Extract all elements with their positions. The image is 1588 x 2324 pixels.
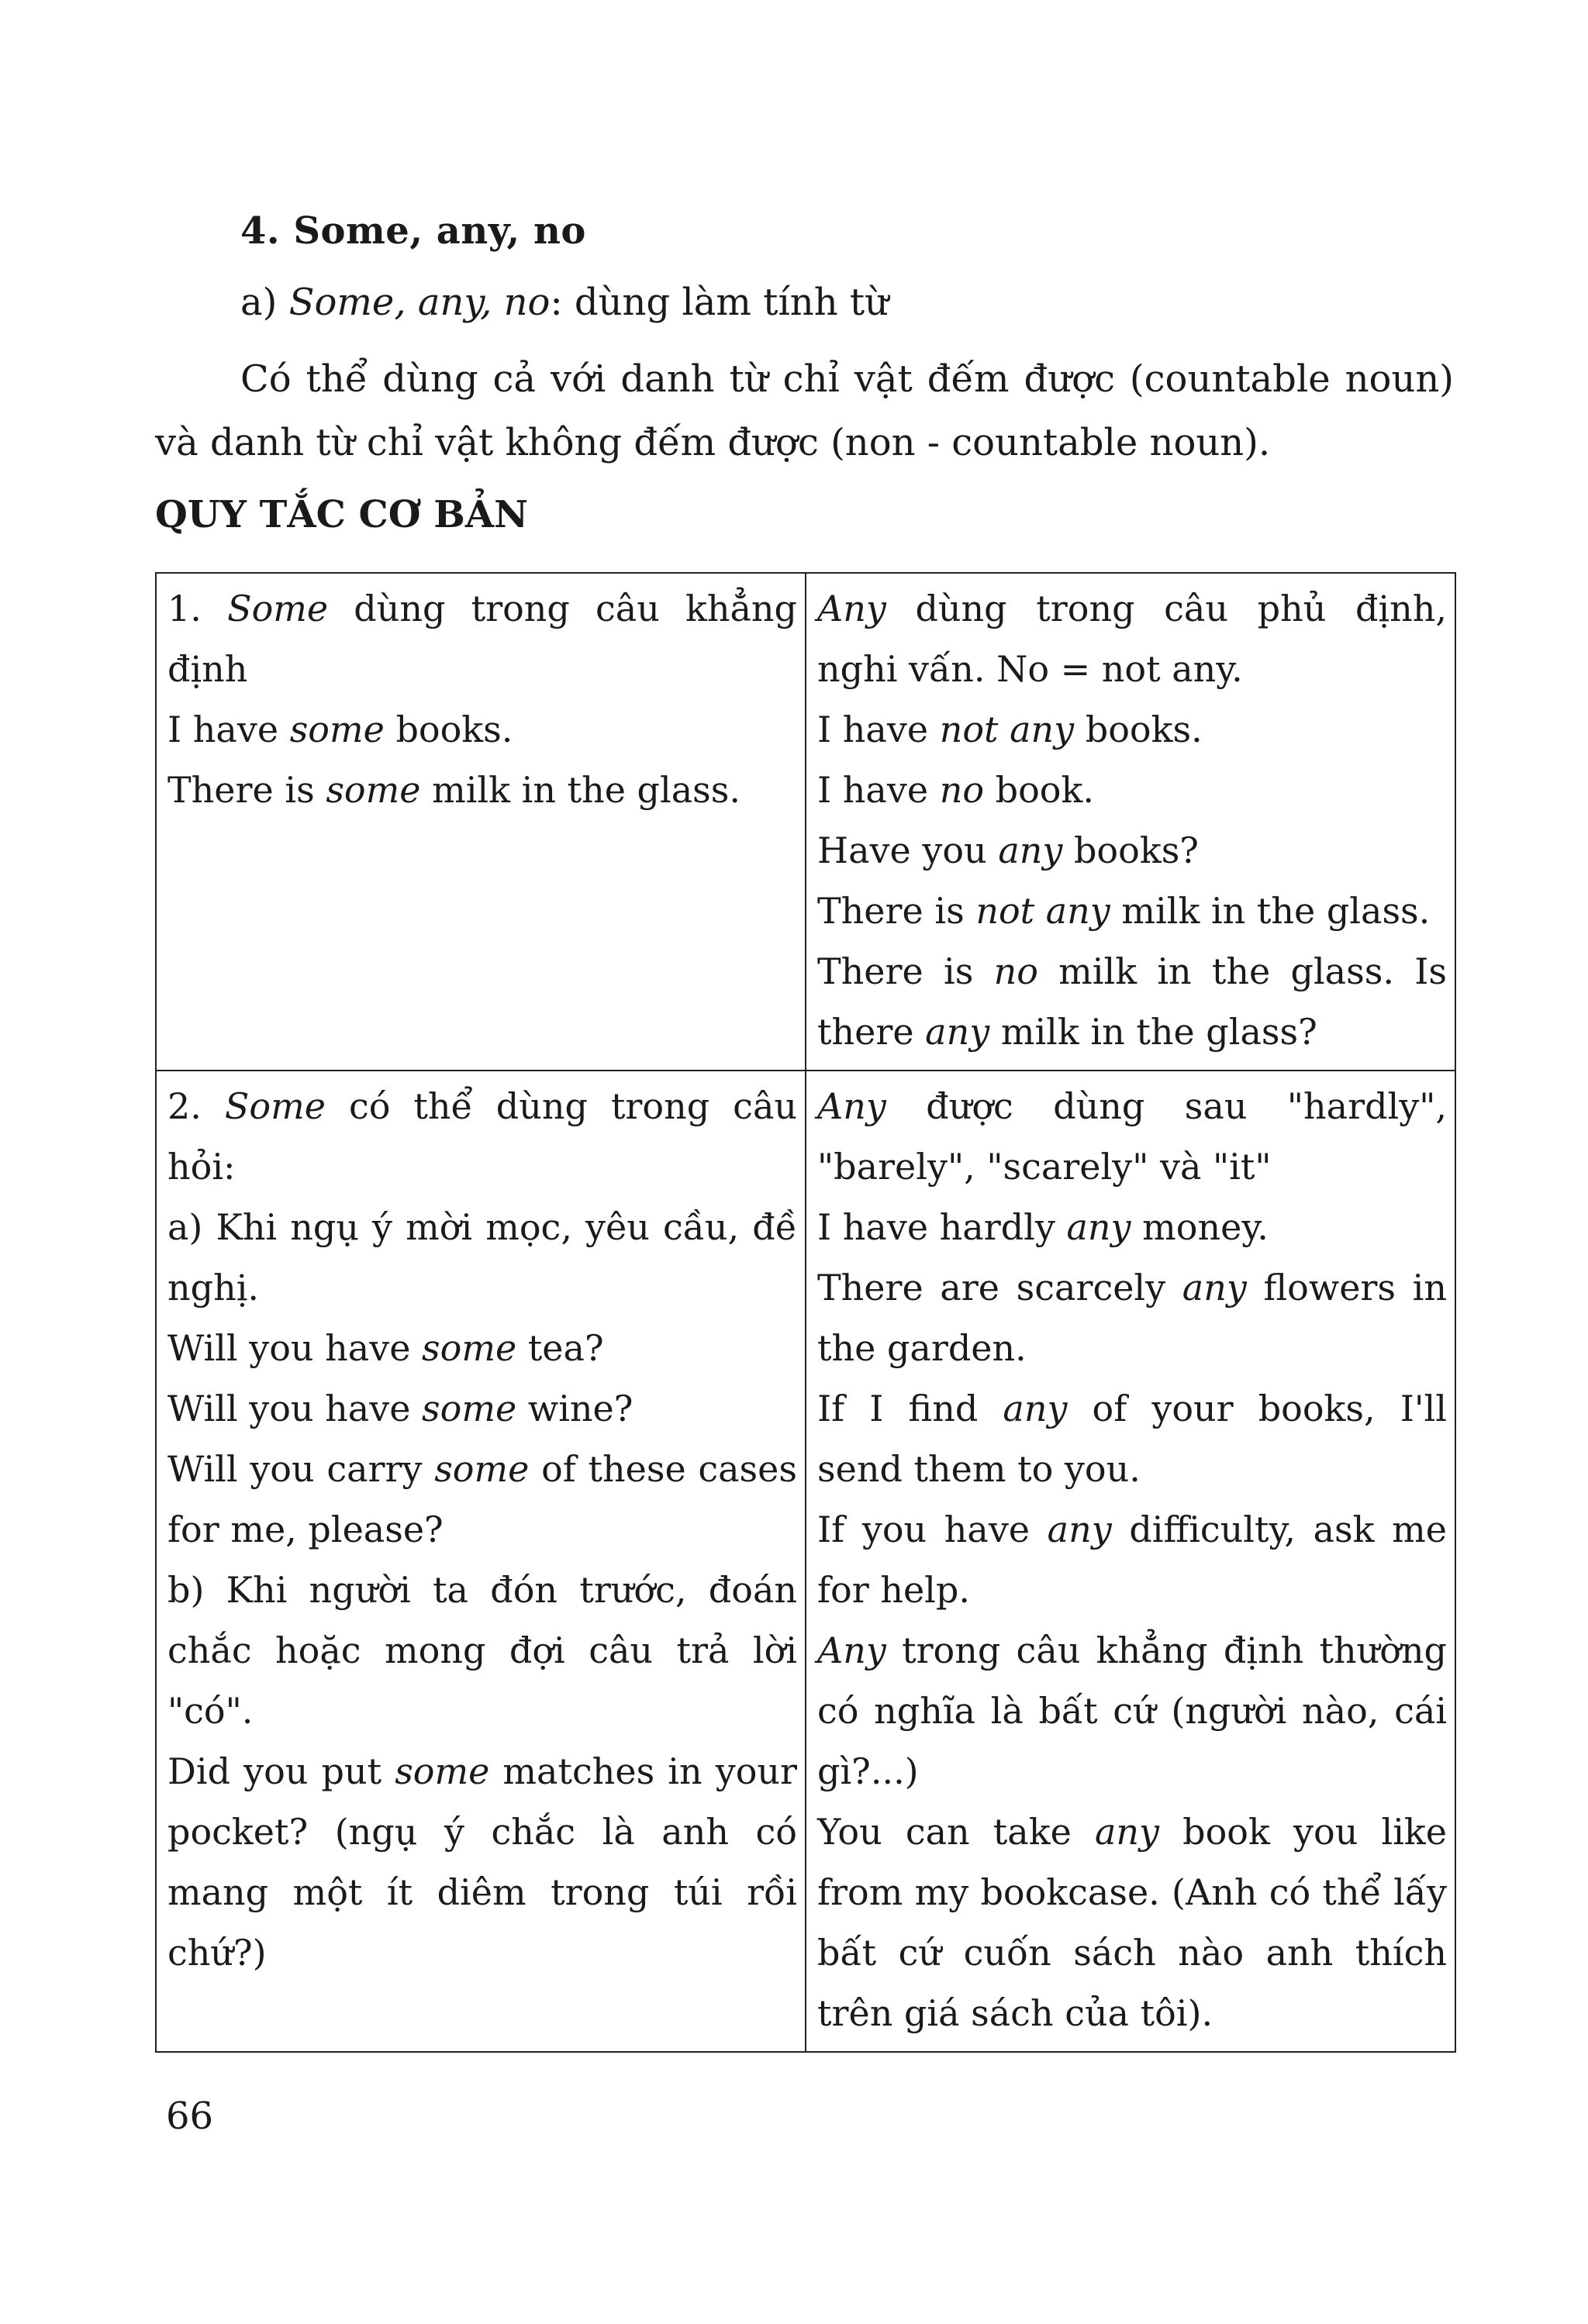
page-number: 66	[166, 2095, 214, 2138]
example-line: Did you put some matches in your pocket? (ngụ ý chắc là anh có mang một ít diêm trong túi rồi chứ?)	[167, 1750, 797, 1974]
example-line: There is not any milk in the glass.	[817, 890, 1431, 932]
example-line: Will you carry some of these cases for me, please?	[167, 1448, 797, 1550]
table-cell-right	[806, 573, 1455, 1071]
rule-any-affirmative: Any trong câu khẳng định thường có nghĩa là bất cứ (người nào, cái gì?...)	[817, 1629, 1447, 1792]
rule-2-some: 2. Some có thể dùng trong câu hỏi:	[167, 1085, 797, 1188]
example-line: You can take any book you like from my bookcase. (Anh có thể lấy bất cứ cuốn sách nào anh thích trên giá sách của tôi).	[817, 1811, 1447, 2034]
example-line: There is some milk in the glass.	[167, 769, 740, 811]
example-line: Will you have some tea?	[167, 1327, 604, 1369]
table-cell-right	[806, 1071, 1455, 2052]
example-line: I have no book.	[817, 769, 1094, 811]
rule-2-any: Any được dùng sau "hardly", "barely", "scarely" và "it"	[817, 1085, 1447, 1188]
example-line: I have hardly any money.	[817, 1206, 1269, 1248]
section-title: 4. Some, any, no	[240, 209, 586, 253]
example-line: I have some books.	[167, 709, 513, 750]
table-cell-left	[156, 1071, 806, 2052]
table-row	[156, 1071, 1455, 2052]
example-line: There is no milk in the glass. Is there any milk in the glass?	[817, 950, 1447, 1053]
example-line: I have not any books.	[817, 709, 1203, 750]
example-line: Have you any books?	[817, 829, 1199, 871]
subsection-a-heading	[240, 281, 889, 324]
subsection-words: Some, any, no	[288, 281, 551, 324]
table-cell-left	[156, 573, 806, 1071]
intro-paragraph: Có thể dùng cả với danh từ chỉ vật đếm được (countable noun) và danh từ chỉ vật không đếm được (non - countable noun).	[155, 357, 1454, 464]
example-line: If I find any of your books, I'll send them to you.	[817, 1388, 1447, 1490]
example-line: There are scarcely any flowers in the garden.	[817, 1267, 1447, 1369]
rule-1-some: 1. Some dùng trong câu khẳng định	[167, 588, 797, 690]
table-row	[156, 573, 1455, 1071]
subsection-prefix: a)	[240, 281, 289, 324]
rule-heading: QUY TẮC CƠ BẢN	[155, 493, 528, 536]
rule-1-any: Any dùng trong câu phủ định, nghi vấn. No = not any.	[817, 588, 1447, 690]
rules-table	[155, 572, 1456, 2053]
example-line: If you have any difficulty, ask me for help.	[817, 1509, 1448, 1611]
example-line: Will you have some wine?	[167, 1388, 633, 1429]
rule-2b: b) Khi người ta đón trước, đoán chắc hoặc mong đợi câu trả lời "có".	[167, 1569, 797, 1732]
rule-2a: a) Khi ngụ ý mời mọc, yêu cầu, đề nghị.	[167, 1206, 797, 1309]
subsection-rest: : dùng làm tính từ	[550, 281, 889, 324]
